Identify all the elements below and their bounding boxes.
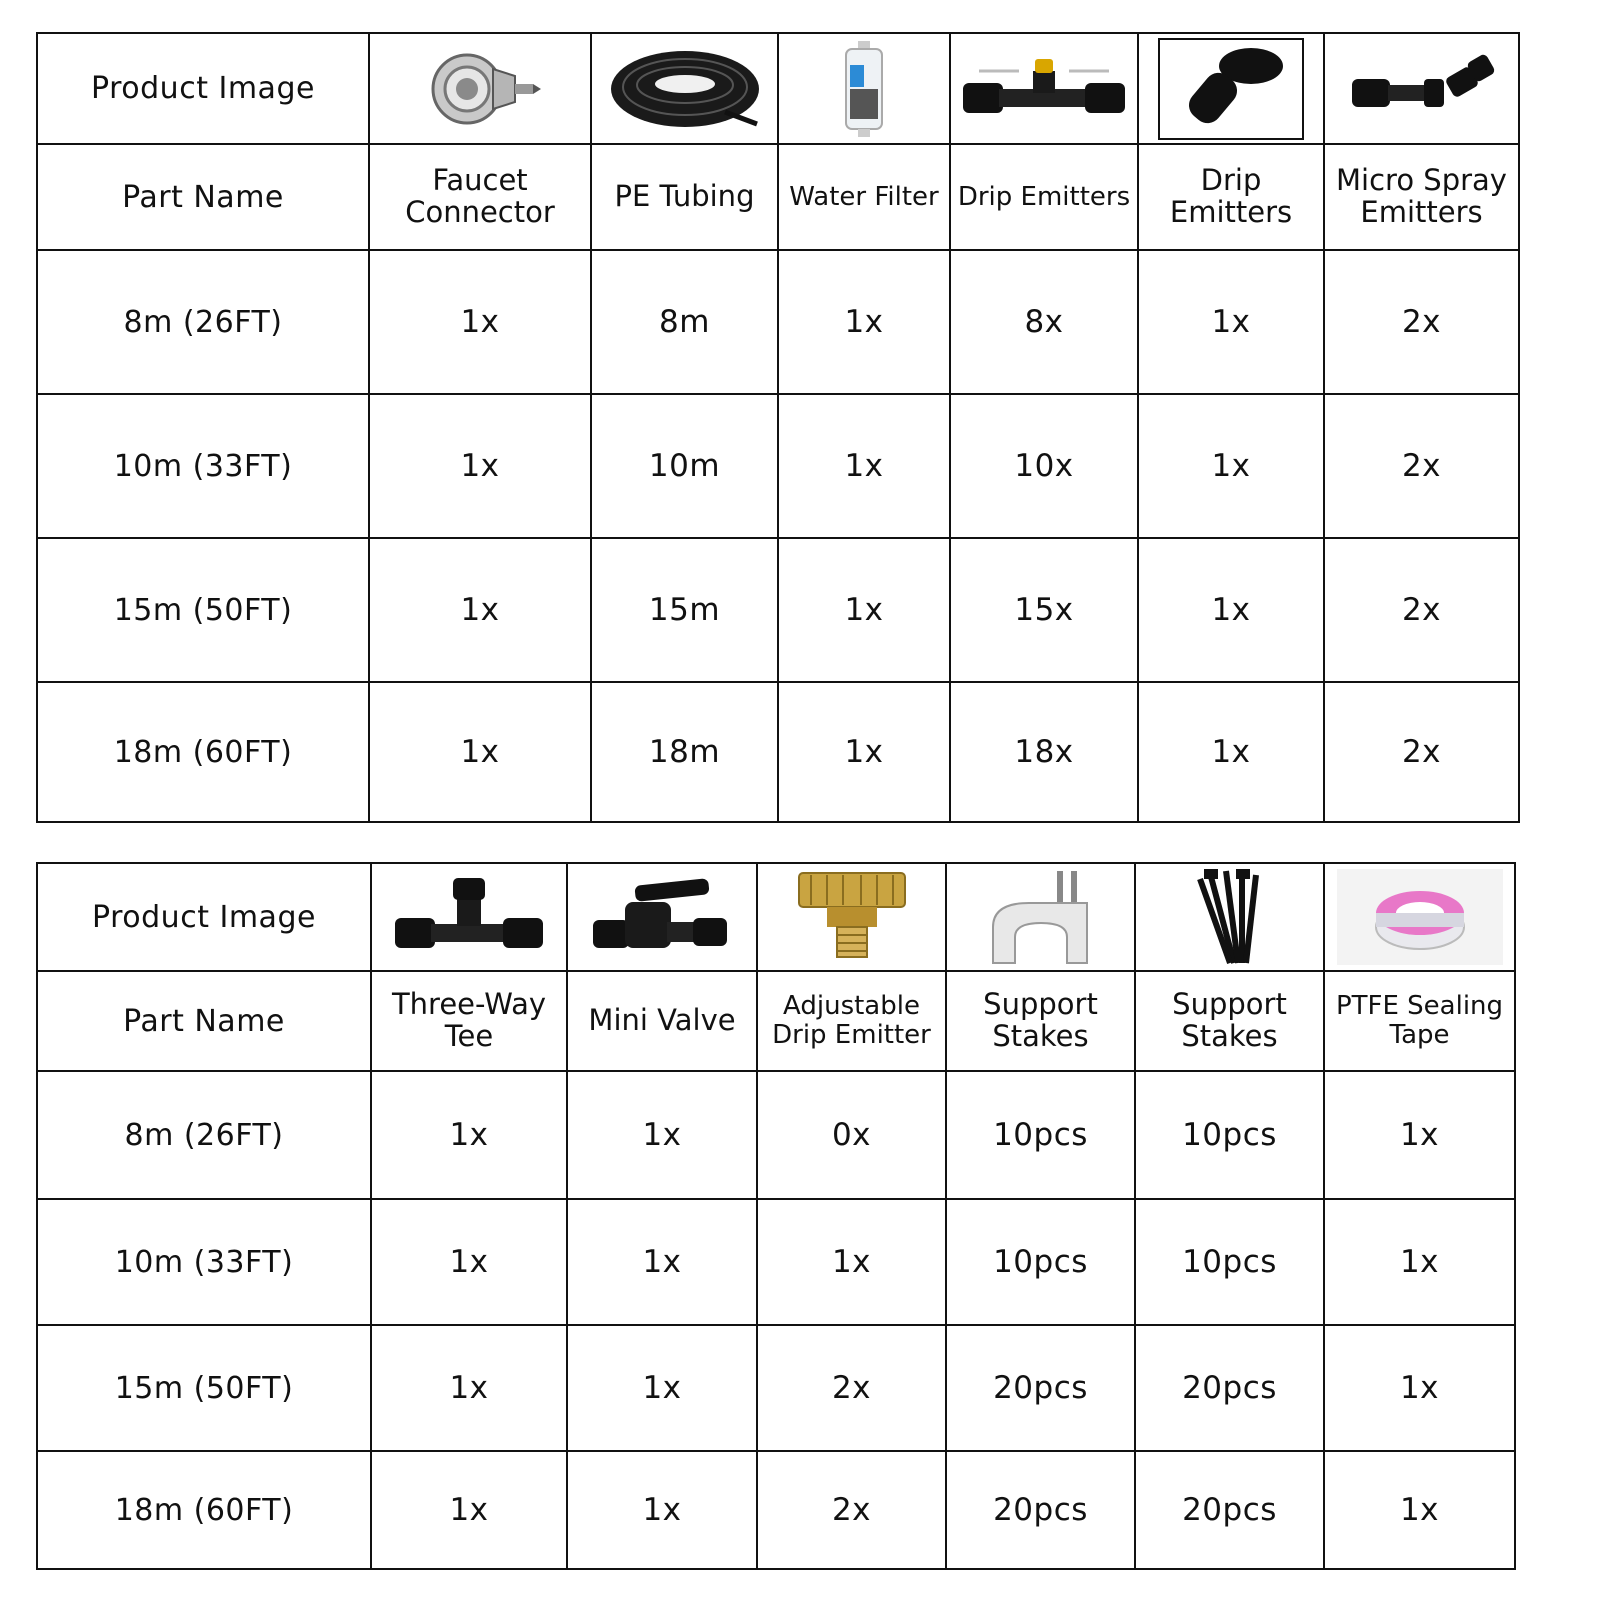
- kit-row: [37, 394, 1519, 538]
- quantity-cell: 1x: [371, 1071, 567, 1199]
- quantity-cell: 10pcs: [946, 1199, 1135, 1325]
- quantity-cell: 8x: [950, 250, 1138, 394]
- kit-size-label: 15m (50FT): [37, 1325, 371, 1451]
- quantity-cell: 2x: [1324, 538, 1519, 682]
- kit-size-label: 10m (33FT): [37, 394, 369, 538]
- quantity-cell: 1x: [778, 394, 950, 538]
- quantity-cell: 20pcs: [1135, 1451, 1324, 1569]
- quantity-cell: 1x: [567, 1325, 757, 1451]
- part-name: Support Stakes: [946, 971, 1135, 1071]
- kit-size-label: 18m (60FT): [37, 682, 369, 822]
- part-name: Faucet Connector: [369, 144, 591, 250]
- quantity-cell: 20pcs: [946, 1451, 1135, 1569]
- quantity-cell: 8m: [591, 250, 778, 394]
- quantity-cell: 1x: [1324, 1325, 1515, 1451]
- parts-table-1: [36, 32, 1520, 823]
- product-image-cell: [946, 863, 1135, 971]
- quantity-cell: 1x: [369, 682, 591, 822]
- product-image-cell: [371, 863, 567, 971]
- quantity-cell: 1x: [369, 538, 591, 682]
- kit-row: [37, 250, 1519, 394]
- product-image-row: [37, 863, 1515, 971]
- pe-tubing-icon: [605, 44, 765, 134]
- quantity-cell: 1x: [1138, 682, 1324, 822]
- brass-drip-emitter-icon: [787, 867, 917, 967]
- water-filter-icon: [834, 39, 894, 139]
- kit-row: [37, 1325, 1515, 1451]
- part-name: PE Tubing: [591, 144, 778, 250]
- part-name-label: Part Name: [37, 971, 371, 1071]
- quantity-cell: 1x: [567, 1451, 757, 1569]
- product-image-cell: [757, 863, 946, 971]
- faucet-connector-icon: [415, 44, 545, 134]
- quantity-cell: 1x: [1324, 1071, 1515, 1199]
- kit-size-label: 10m (33FT): [37, 1199, 371, 1325]
- kit-size-label: 18m (60FT): [37, 1451, 371, 1569]
- quantity-cell: 10x: [950, 394, 1138, 538]
- product-image-label: Product Image: [37, 33, 369, 144]
- end-plug-icon: [1156, 36, 1306, 142]
- part-name: Adjustable Drip Emitter: [757, 971, 946, 1071]
- quantity-cell: 0x: [757, 1071, 946, 1199]
- kit-row: [37, 1199, 1515, 1325]
- part-name: PTFE Sealing Tape: [1324, 971, 1515, 1071]
- quantity-cell: 1x: [371, 1325, 567, 1451]
- quantity-cell: 10pcs: [1135, 1199, 1324, 1325]
- cable-ties-icon: [1180, 867, 1280, 967]
- kit-size-label: 8m (26FT): [37, 250, 369, 394]
- quantity-cell: 1x: [1138, 394, 1324, 538]
- kit-size-label: 15m (50FT): [37, 538, 369, 682]
- quantity-cell: 2x: [757, 1451, 946, 1569]
- product-image-cell: [1324, 33, 1519, 144]
- product-image-cell: [1324, 863, 1515, 971]
- ptfe-tape-roll-icon: [1335, 867, 1505, 967]
- product-image-cell: [778, 33, 950, 144]
- product-image-label: Product Image: [37, 863, 371, 971]
- kit-row: [37, 682, 1519, 822]
- parts-table-2: [36, 862, 1516, 1570]
- part-name: Water Filter: [778, 144, 950, 250]
- part-name: Drip Emitters: [1138, 144, 1324, 250]
- part-name-row: [37, 971, 1515, 1071]
- quantity-cell: 1x: [371, 1199, 567, 1325]
- quantity-cell: 20pcs: [1135, 1325, 1324, 1451]
- quantity-cell: 2x: [757, 1325, 946, 1451]
- quantity-cell: 15m: [591, 538, 778, 682]
- quantity-cell: 1x: [757, 1199, 946, 1325]
- product-image-cell: [1135, 863, 1324, 971]
- part-name: Mini Valve: [567, 971, 757, 1071]
- quantity-cell: 2x: [1324, 394, 1519, 538]
- part-name: Micro Spray Emitters: [1324, 144, 1519, 250]
- part-name-label: Part Name: [37, 144, 369, 250]
- drip-emitter-valve-icon: [959, 49, 1129, 129]
- quantity-cell: 15x: [950, 538, 1138, 682]
- quantity-cell: 1x: [1138, 250, 1324, 394]
- mini-valve-icon: [587, 872, 737, 962]
- three-way-tee-icon: [389, 872, 549, 962]
- kit-size-label: 8m (26FT): [37, 1071, 371, 1199]
- quantity-cell: 18x: [950, 682, 1138, 822]
- quantity-cell: 1x: [778, 250, 950, 394]
- quantity-cell: 10pcs: [1135, 1071, 1324, 1199]
- product-image-row: [37, 33, 1519, 144]
- part-name: Support Stakes: [1135, 971, 1324, 1071]
- part-name: Three-Way Tee: [371, 971, 567, 1071]
- quantity-cell: 1x: [369, 394, 591, 538]
- quantity-cell: 1x: [778, 682, 950, 822]
- quantity-cell: 10pcs: [946, 1071, 1135, 1199]
- quantity-cell: 2x: [1324, 250, 1519, 394]
- quantity-cell: 1x: [371, 1451, 567, 1569]
- tube-clip-stake-icon: [981, 867, 1101, 967]
- part-name-row: [37, 144, 1519, 250]
- product-image-cell: [1138, 33, 1324, 144]
- product-image-cell: [567, 863, 757, 971]
- part-name: Drip Emitters: [950, 144, 1138, 250]
- quantity-cell: 1x: [1324, 1451, 1515, 1569]
- product-image-cell: [591, 33, 778, 144]
- spray-connector-icon: [1342, 49, 1502, 129]
- quantity-cell: 1x: [567, 1071, 757, 1199]
- kit-row: [37, 538, 1519, 682]
- kit-row: [37, 1451, 1515, 1569]
- product-image-cell: [950, 33, 1138, 144]
- product-image-cell: [369, 33, 591, 144]
- quantity-cell: 1x: [778, 538, 950, 682]
- quantity-cell: 1x: [1138, 538, 1324, 682]
- quantity-cell: 1x: [1324, 1199, 1515, 1325]
- quantity-cell: 18m: [591, 682, 778, 822]
- quantity-cell: 10m: [591, 394, 778, 538]
- kit-row: [37, 1071, 1515, 1199]
- quantity-cell: 1x: [369, 250, 591, 394]
- quantity-cell: 2x: [1324, 682, 1519, 822]
- quantity-cell: 1x: [567, 1199, 757, 1325]
- quantity-cell: 20pcs: [946, 1325, 1135, 1451]
